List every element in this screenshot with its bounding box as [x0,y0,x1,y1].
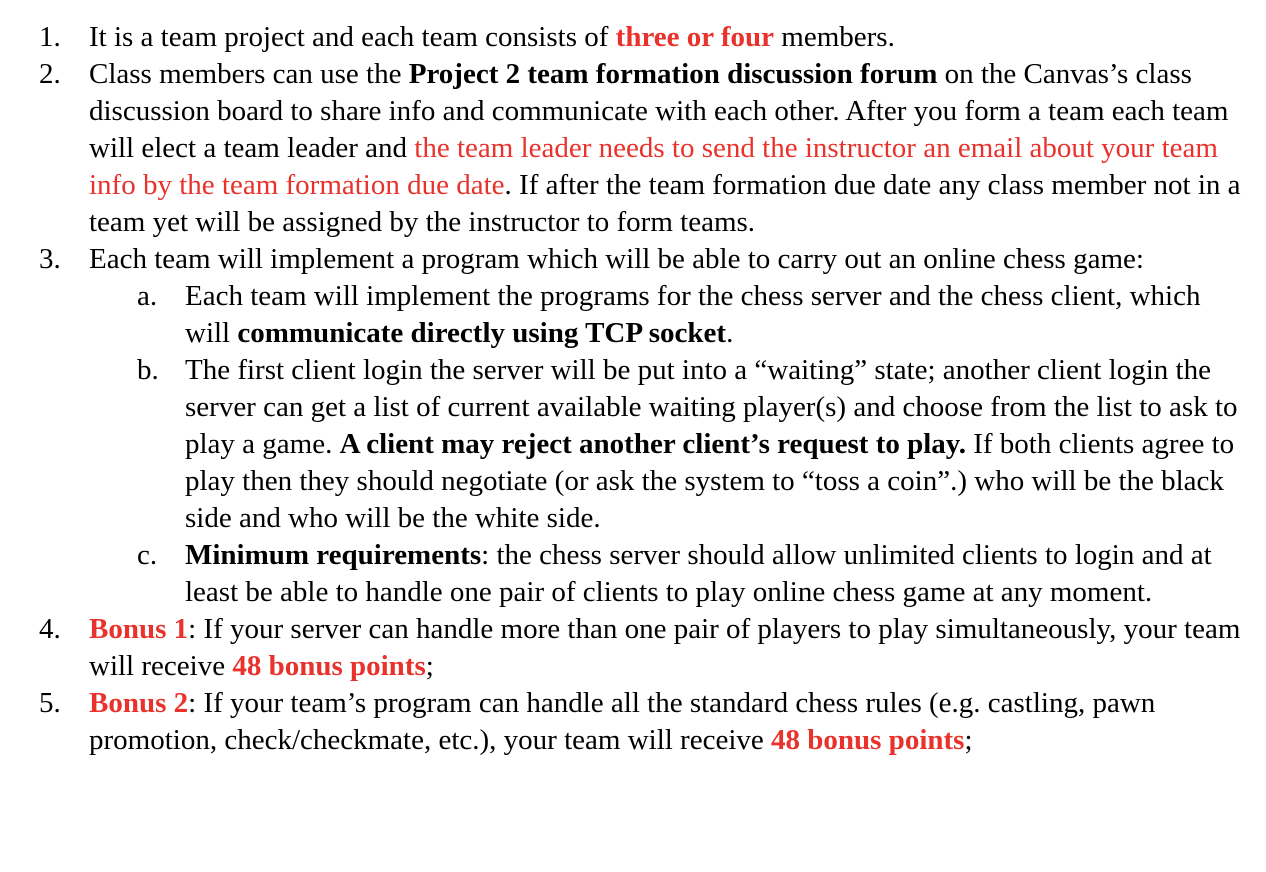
item-text: If both clients agree to play then they should negotiate (or ask the system to “toss a coin”.) who will be the black side and who will be the white side. [185,428,1235,534]
team-size-highlight: three or four [615,21,775,53]
requirements-list [0,19,1266,759]
sub-item-c [0,537,1266,611]
item-text: ; [964,724,973,756]
list-number: 1. [39,21,61,53]
list-item-3 [0,241,1266,278]
bonus-points-highlight: 48 bonus points [771,724,965,756]
item-text: ; [425,650,434,682]
item-text: . If after the team formation due date any class member not in a team yet will be assigned by the instructor to form teams. [89,169,1241,238]
tcp-socket-bold: communicate directly using TCP socket [237,317,727,349]
sub-item-a [0,278,1266,352]
bonus-points-highlight: 48 bonus points [232,650,426,682]
forum-name-bold: Project 2 team formation discussion forum [408,58,938,90]
item-text: Each team will implement a program which will be able to carry out an online chess game: [89,243,1144,275]
item-text: : If your server can handle more than one pair of players to play simultaneously, your team will receive [89,613,1241,682]
sub-letter: c. [137,539,158,571]
list-number: 3. [39,243,61,275]
item-text: : If your team’s program can handle all the standard chess rules (e.g. castling, pawn promotion, check/checkmate, etc.), your team will receive [89,687,1156,756]
sub-letter: a. [137,280,158,312]
email-instruction-highlight: the team leader needs to send the instructor an email about your team info by the team formation due date [89,132,1218,201]
item-text: members. [774,21,895,53]
sub-letter: b. [137,354,159,386]
list-number: 2. [39,58,61,90]
item-text: The first client login the server will be put into a “waiting” state; another client login the server can get a list of current available waiting player(s) and choose from the list to ask to play a game. [185,354,1238,460]
item-text: It is a team project and each team consists of [89,21,616,53]
list-item-2 [0,56,1266,241]
bonus-label: Bonus 2 [89,687,189,719]
list-item-4 [0,611,1266,685]
item-text: Class members can use the [89,58,409,90]
list-number: 5. [39,687,61,719]
item-text: : the chess server should allow unlimited clients to login and at least be able to handle one pair of clients to play online chess game at any moment. [185,539,1212,608]
sub-item-b [0,352,1266,537]
list-item-1 [0,19,1266,56]
bonus-label: Bonus 1 [89,613,189,645]
list-item-5 [0,685,1266,759]
item-text: on the Canvas’s class discussion board to share info and communicate with each other. After you form a team each team will elect a team leader and [89,58,1229,164]
item-text: Each team will implement the programs for the chess server and the chess client, which will [185,280,1201,349]
item-text: . [726,317,734,349]
reject-request-bold: A client may reject another client’s request to play. [339,428,966,460]
minimum-requirements-bold: Minimum requirements [185,539,482,571]
list-number: 4. [39,613,61,645]
